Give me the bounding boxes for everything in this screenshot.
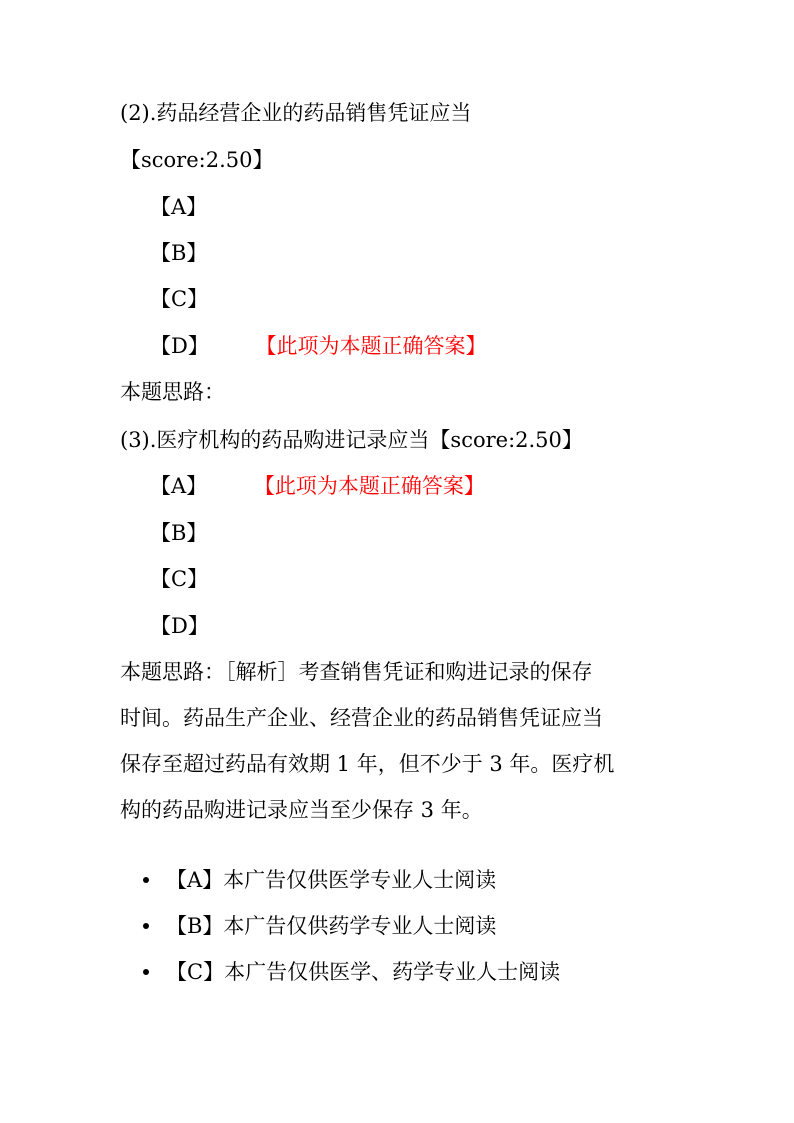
footer-bullet-text: 【B】本广告仅供药学专业人士阅读 [166,914,497,938]
question-2-score: 【score:2.50】 [120,148,274,172]
correct-answer-note: 【此项为本题正确答案】 [253,474,485,498]
bullet-icon [143,877,149,883]
question-3-option-c[interactable] [150,564,208,594]
question-3-option-b[interactable] [150,518,207,548]
option-label: 【B】 [150,521,208,545]
question-2-option-a[interactable] [150,192,207,222]
analysis-line: 本题思路：［解析］考查销售凭证和购进记录的保存 [120,660,593,684]
question-3-title: (3).医疗机构的药品购进记录应当【score:2.50】 [120,428,583,452]
footer-bullet-item [143,911,496,941]
question-2-analysis-label: 本题思路： [120,380,225,404]
bullet-icon [143,923,149,929]
bullet-icon [143,969,149,975]
option-label: 【D】 [150,614,209,638]
question-3-analysis [120,657,680,841]
option-label: 【B】 [150,241,208,265]
analysis-line: 时间。药品生产企业、经营企业的药品销售凭证应当 [120,706,603,730]
option-label: 【A】 [150,474,208,498]
analysis-line: 保存至超过药品有效期 1 年，但不少于 3 年。医疗机 [120,752,615,776]
option-label: 【A】 [150,195,208,219]
footer-bullet-text: 【C】本广告仅供医学、药学专业人士阅读 [166,960,561,984]
option-label: 【C】 [150,567,209,591]
question-3-option-a[interactable] [150,471,485,501]
question-2-option-d[interactable] [150,331,487,361]
question-3-option-d[interactable] [150,611,209,641]
footer-bullet-text: 【A】本广告仅供医学专业人士阅读 [166,868,497,892]
footer-bullet-item [143,957,560,987]
question-2-option-c[interactable] [150,284,208,314]
option-label: 【D】 [150,334,209,358]
question-2-option-b[interactable] [150,238,207,268]
footer-bullet-item [143,865,496,895]
question-2-title: (2).药品经营企业的药品销售凭证应当 [120,101,472,125]
option-label: 【C】 [150,287,209,311]
correct-answer-note: 【此项为本题正确答案】 [255,334,487,358]
analysis-line: 构的药品购进记录应当至少保存 3 年。 [120,798,483,822]
